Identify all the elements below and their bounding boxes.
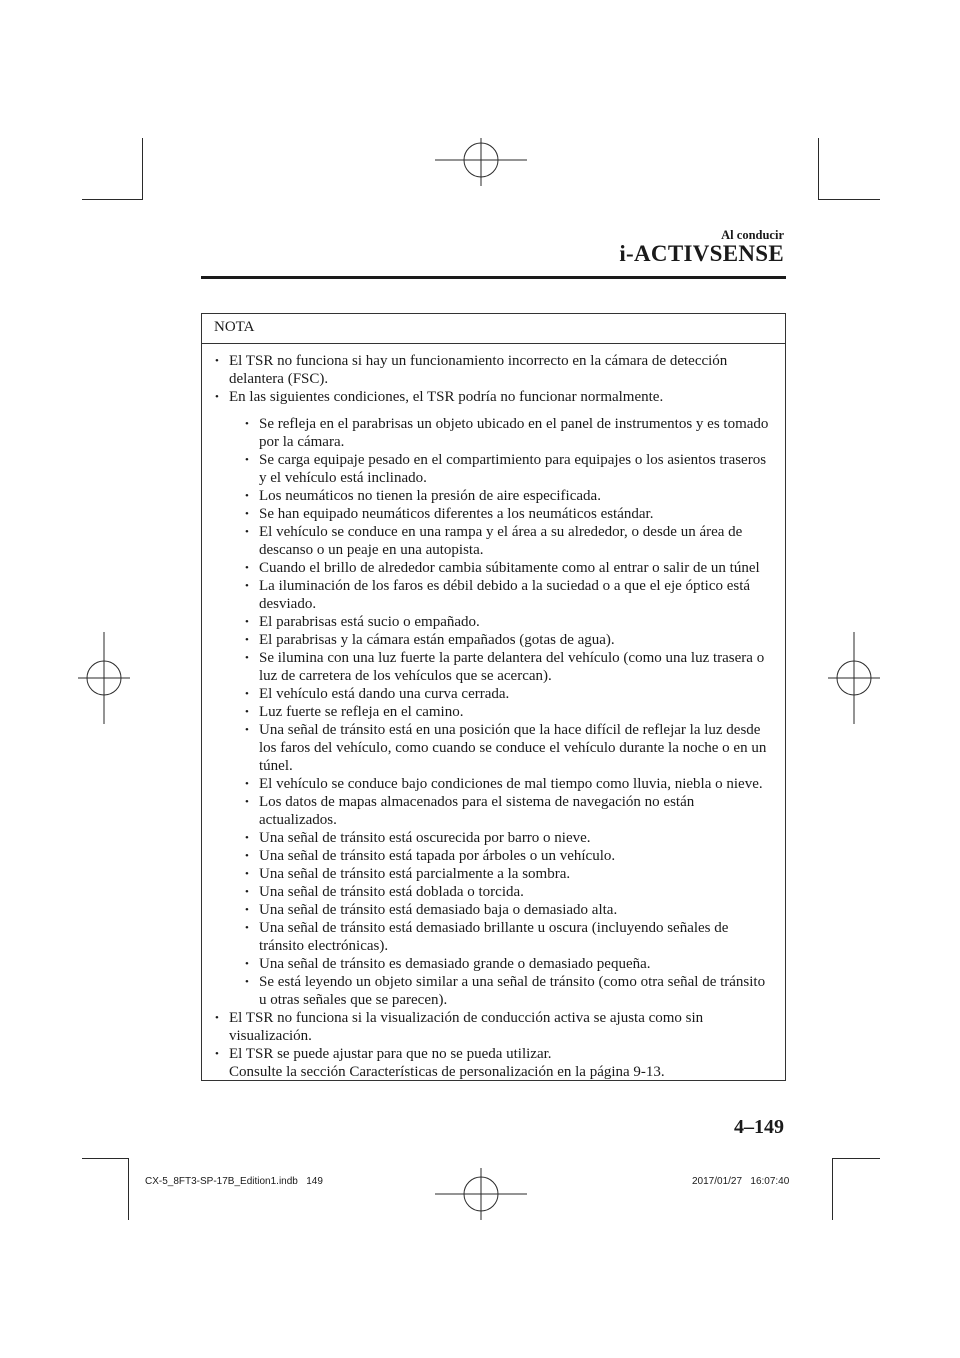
header-rule (201, 276, 786, 279)
registration-mark-right (828, 632, 880, 724)
condition-item: • El parabrisas está sucio o empañado. (244, 613, 775, 631)
condition-item: • Una señal de tránsito está demasiado brillante u oscura (incluyendo señales de tránsito electrónicas). (244, 919, 775, 955)
condition-item: • Una señal de tránsito está oscurecida por barro o nieve. (244, 829, 775, 847)
condition-item: • Luz fuerte se refleja en el camino. (244, 703, 775, 721)
condition-item: • Los neumáticos no tienen la presión de aire especificada. (244, 487, 775, 505)
note-label: NOTA (214, 319, 255, 335)
condition-item: • El vehículo se conduce bajo condiciones de mal tiempo como lluvia, niebla o nieve. (244, 775, 775, 793)
list-item (214, 1009, 775, 1045)
note-list (214, 352, 775, 1081)
section-label: Al conducir (721, 228, 784, 242)
condition-item: • Una señal de tránsito está parcialmente a la sombra. (244, 865, 775, 883)
condition-item: • El parabrisas y la cámara están empañados (gotas de agua). (244, 631, 775, 649)
cross-reference: Consulte la sección Características de personalización en la página 9-13. (229, 1064, 665, 1080)
list-item (214, 1045, 775, 1081)
page-number: 4–149 (734, 1116, 784, 1138)
condition-item: • Se ilumina con una luz fuerte la parte delantera del vehículo (como una luz trasera o luz de carretera de los vehículos que se acercan). (244, 649, 775, 685)
note-divider (202, 343, 785, 344)
condition-item: • Una señal de tránsito está en una posición que la hace difícil de reflejar la luz desde los faros del vehículo, como cuando se conduce el vehículo durante la noche o en un túnel. (244, 721, 775, 775)
list-item (214, 352, 775, 388)
list-item-text: El TSR no funciona si hay un funcionamiento incorrecto en la cámara de detección delantera (FSC). (229, 353, 728, 387)
chapter-title: i-ACTIVSENSE (619, 241, 784, 266)
condition-item: • Una señal de tránsito está doblada o torcida. (244, 883, 775, 901)
registration-mark-top (435, 138, 527, 186)
list-item-text: El TSR se puede ajustar para que no se pueda utilizar. (229, 1046, 552, 1062)
condition-item: • Una señal de tránsito está demasiado baja o demasiado alta. (244, 901, 775, 919)
note-body (214, 352, 775, 1081)
condition-item: • Se refleja en el parabrisas un objeto ubicado en el panel de instrumentos y es tomado por la cámara. (244, 415, 775, 451)
condition-item: • La iluminación de los faros es débil debido a la suciedad o a que el eje óptico está desviado. (244, 577, 775, 613)
condition-item: • El vehículo está dando una curva cerrada. (244, 685, 775, 703)
note-box (201, 313, 786, 1081)
condition-item: • Se han equipado neumáticos diferentes a los neumáticos estándar. (244, 505, 775, 523)
print-file-info: CX-5_8FT3-SP-17B_Edition1.indb 149 (145, 1176, 323, 1187)
condition-item: • Se carga equipaje pesado en el compartimiento para equipajes o los asientos traseros y el vehículo está inclinado. (244, 451, 775, 487)
condition-item: • Una señal de tránsito está tapada por árboles o un vehículo. (244, 847, 775, 865)
registration-mark-bottom (435, 1168, 527, 1220)
list-item-text: El TSR no funciona si la visualización de conducción activa se ajusta como sin visualización. (229, 1010, 704, 1044)
condition-item: • Los datos de mapas almacenados para el sistema de navegación no están actualizados. (244, 793, 775, 829)
condition-item: • El vehículo se conduce en una rampa y el área a su alrededor, o desde un área de descanso o un peaje en una autopista. (244, 523, 775, 559)
condition-list (244, 415, 775, 1009)
condition-item: • Se está leyendo un objeto similar a una señal de tránsito (como otra señal de tránsito u otras señales que se parecen). (244, 973, 775, 1009)
list-item (214, 388, 775, 1009)
condition-item: • Una señal de tránsito es demasiado grande o demasiado pequeña. (244, 955, 775, 973)
print-timestamp: 2017/01/27 16:07:40 (692, 1176, 790, 1187)
condition-item: • Cuando el brillo de alrededor cambia súbitamente como al entrar o salir de un túnel (244, 559, 775, 577)
registration-mark-left (78, 632, 130, 724)
list-item-text: En las siguientes condiciones, el TSR podría no funcionar normalmente. (229, 389, 664, 405)
